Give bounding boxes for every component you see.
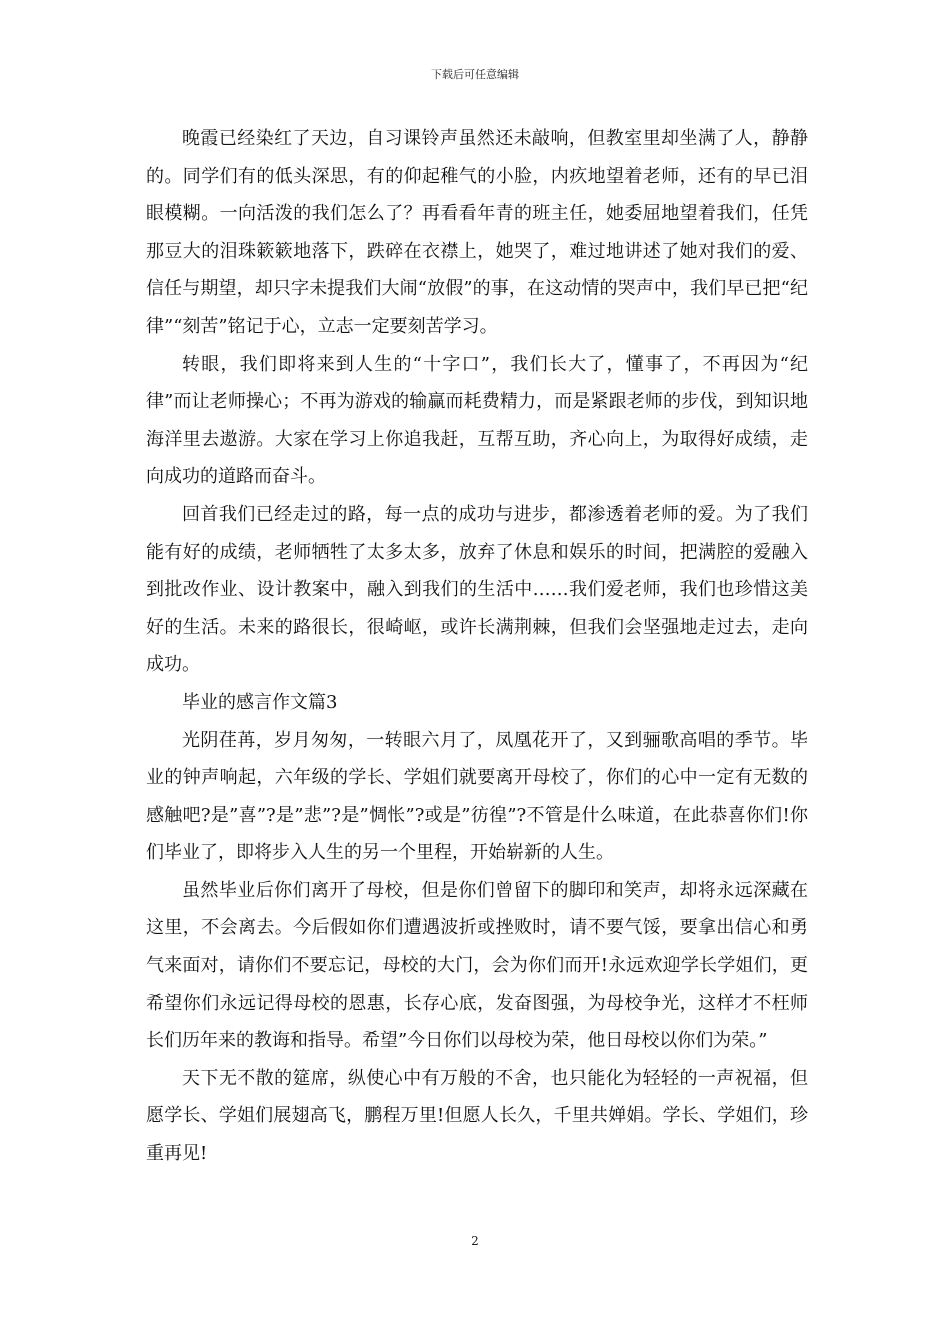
section-heading: 毕业的感言作文篇3	[182, 691, 338, 713]
paragraph: 光阴荏苒，岁月匆匆，一转眼六月了，凤凰花开了，又到骊歌高唱的季节。毕业的钟声响起，六年级的学长、学姐们就要离开母校了，你们的心中一定有无数的感触吧?是”喜”?是”悲”?是”惆怅”?或是”彷徨”?不管是什么味道，在此恭喜你们!你们毕业了，即将步入人生的另一个里程，开始崭新的人生。	[146, 729, 808, 864]
page-header-note: 下载后可任意编辑	[431, 68, 519, 81]
page-number: 2	[471, 1234, 479, 1248]
paragraph: 转眼，我们即将来到人生的“十字口”，我们长大了，懂事了，不再因为“纪律”而让老师操心；不再为游戏的输赢而耗费精力，而是紧跟老师的步伐，到知识地海洋里去遨游。大家在学习上你追我赶，互帮互助，齐心向上，为取得好成绩，走向成功的道路而奋斗。	[146, 353, 808, 488]
paragraph: 晚霞已经染红了天边，自习课铃声虽然还未敲响，但教室里却坐满了人，静静的。同学们有的低头深思，有的仰起稚气的小脸，内疚地望着老师，还有的早已泪眼模糊。一向活泼的我们怎么了？再看看年青的班主任，她委屈地望着我们，任凭那豆大的泪珠簌簌地落下，跌碎在衣襟上，她哭了，难过地讲述了她对我们的爱、信任与期望，却只字未提我们大闹“放假”的事，在这动情的哭声中，我们早已把“纪律”“刻苦”铭记于心，立志一定要刻苦学习。	[146, 128, 808, 337]
paragraph: 天下无不散的筵席，纵使心中有万般的不舍，也只能化为轻轻的一声祝福，但愿学长、学姐们展翅高飞，鹏程万里!但愿人长久，千里共婵娟。学长、学姐们，珍重再见!	[146, 1067, 808, 1165]
paragraph: 虽然毕业后你们离开了母校，但是你们曾留下的脚印和笑声，却将永远深藏在这里，不会离去。今后假如你们遭遇波折或挫败时，请不要气馁，要拿出信心和勇气来面对，请你们不要忘记，母校的大门，会为你们而开!永远欢迎学长学姐们，更希望你们永远记得母校的恩惠，长存心底，发奋图强，为母校争光，这样才不枉师长们历年来的教诲和指导。希望”今日你们以母校为荣，他日母校以你们为荣。”	[146, 879, 808, 1052]
paragraph: 回首我们已经走过的路，每一点的成功与进步，都渗透着老师的爱。为了我们能有好的成绩，老师牺牲了太多太多，放弃了休息和娱乐的时间，把满腔的爱融入到批改作业、设计教案中，融入到我们的生活中……我们爱老师，我们也珍惜这美好的生活。未来的路很长，很崎岖，或许长满荆棘，但我们会坚强地走过去，走向成功。	[146, 503, 808, 676]
document-body	[146, 120, 808, 1173]
